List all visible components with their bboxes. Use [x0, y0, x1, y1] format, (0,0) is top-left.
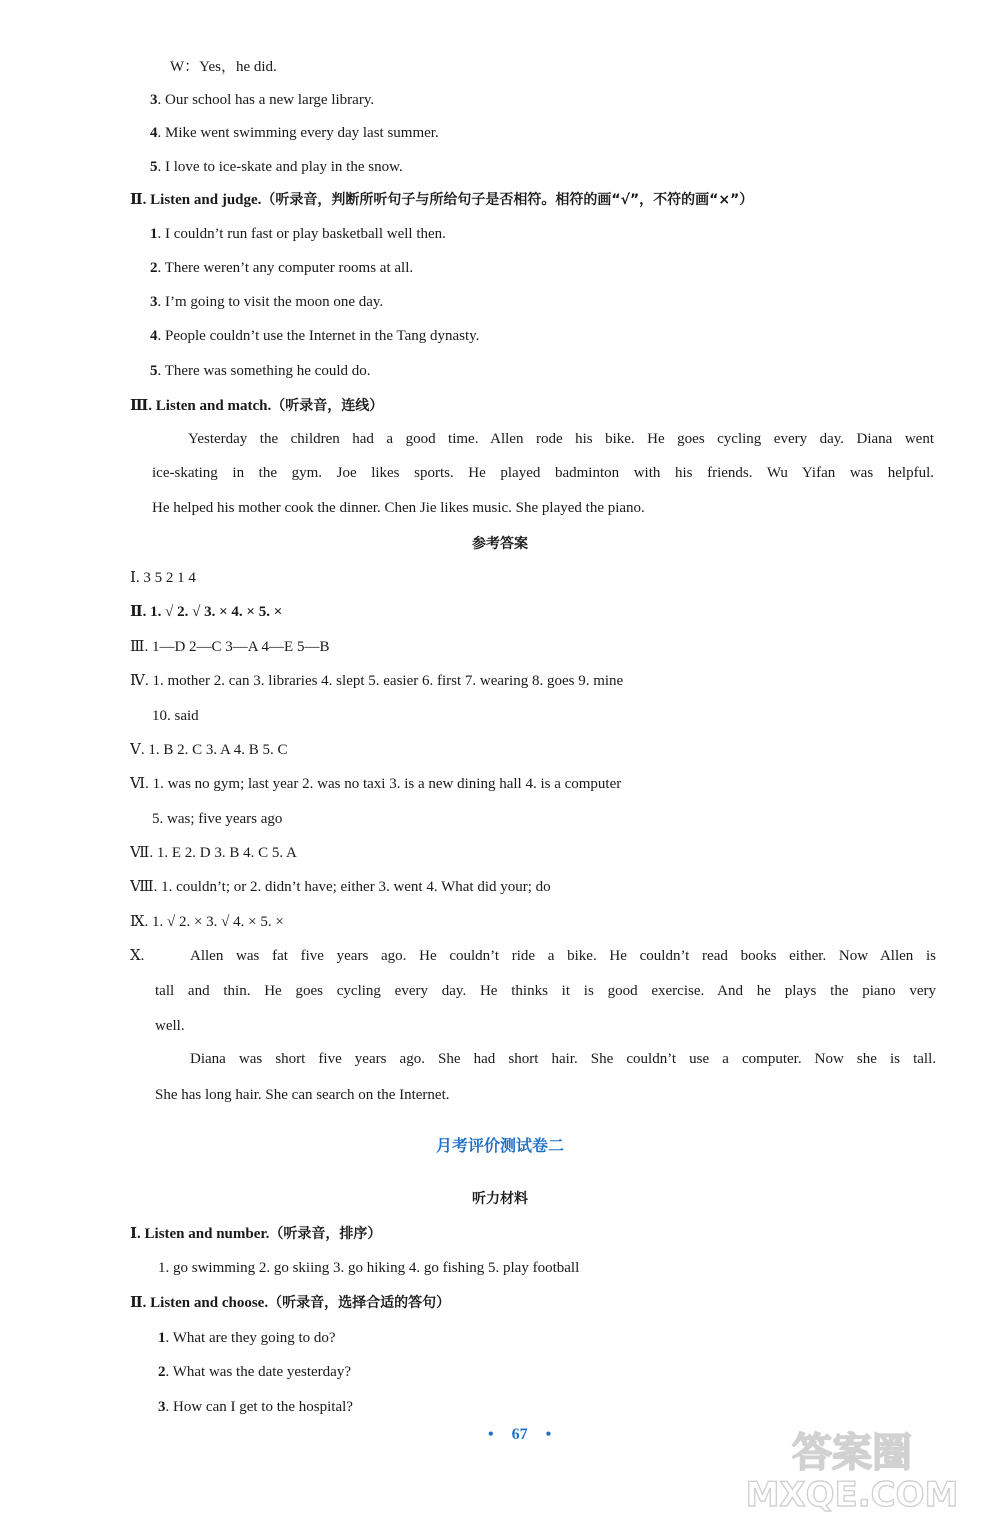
item-number: 4 [150, 125, 158, 141]
paragraph-line: Allen was fat five years ago. He couldn’t ride a bike. He couldn’t read books either. Now Allen is [190, 948, 936, 964]
item-number: 5 [150, 159, 158, 175]
paragraph-line: Diana was short five years ago. She had short hair. She couldn’t use a computer. Now she is tall. [190, 1051, 936, 1067]
answer-row: 10. said [152, 708, 199, 724]
item-text: . What are they going to do? [165, 1330, 336, 1346]
section-heading [130, 1224, 381, 1244]
paragraph-line: tall and thin. He goes cycling every day. He thinks it is good exercise. And he plays the piano very [155, 983, 936, 999]
answer-row: Ⅶ. 1. E 2. D 3. B 4. C 5. A [130, 845, 297, 861]
svg-text:答案圈: 答案圈 [792, 1430, 912, 1476]
paragraph-line: well. [155, 1018, 185, 1034]
paragraph-line: Yesterday the children had a good time. Allen rode his bike. He goes cycling every day. Diana went [188, 431, 934, 447]
heading-instruction: （听录音，判断所听句子与所给句子是否相符。相符的画“√”，不符的画“×”） [261, 192, 754, 208]
item-text: . I love to ice-skate and play in the snow. [157, 159, 403, 175]
heading-text: Ⅰ. Listen and number. [130, 1226, 270, 1242]
paragraph-line: He helped his mother cook the dinner. Chen Jie likes music. She played the piano. [152, 500, 645, 516]
heading-instruction: （听录音，选择合适的答句） [268, 1295, 451, 1311]
item-number: 3 [158, 1399, 166, 1415]
answer-row: Ⅱ. 1. √ 2. √ 3. × 4. × 5. × [130, 604, 283, 620]
answer-row: 5. was; five years ago [152, 811, 283, 827]
answer-row: Ⅸ. 1. √ 2. × 3. √ 4. × 5. × [130, 914, 284, 930]
list-item [150, 292, 383, 312]
item-text: . Mike went swimming every day last summer. [157, 125, 439, 141]
test-title: 月考评价测试卷二 [435, 1136, 564, 1155]
item-number: 3 [150, 294, 158, 310]
list-item [158, 1328, 336, 1348]
list-item [150, 258, 413, 278]
section-heading [130, 396, 383, 416]
heading-instruction: （听录音，排序） [269, 1226, 382, 1242]
section-heading [130, 190, 753, 210]
item-text: . Our school has a new large library. [157, 92, 375, 108]
bullet-right: • [545, 1426, 552, 1443]
list-item [150, 361, 371, 381]
item-text: . There weren’t any computer rooms at all. [157, 260, 414, 276]
item-text: . People couldn’t use the Internet in the Tang dynasty. [157, 328, 480, 344]
list-item [158, 1362, 351, 1382]
page-number-value: 67 [511, 1426, 528, 1443]
list-item [150, 123, 439, 143]
list-item [158, 1397, 353, 1417]
list-item [150, 90, 374, 110]
item-number: 3 [150, 92, 158, 108]
answer-row: Ⅲ. 1—D 2—C 3—A 4—E 5—B [130, 639, 330, 655]
answer-row: Ⅷ. 1. couldn’t; or 2. didn’t have; either 3. went 4. What did your; do [130, 879, 551, 895]
item-text: . How can I get to the hospital? [165, 1399, 353, 1415]
watermark-logo [712, 1418, 992, 1513]
list-item: 1. go swimming 2. go skiing 3. go hiking 4. go fishing 5. play football [158, 1260, 580, 1276]
item-number: 5 [150, 363, 158, 379]
answer-label: Ⅹ. [130, 948, 145, 964]
dialog-line: W：Yes，he did. [170, 59, 277, 75]
item-number: 2 [150, 260, 158, 276]
list-item [150, 224, 446, 244]
heading-text: Ⅱ. Listen and choose. [130, 1295, 269, 1311]
item-text: . What was the date yesterday? [165, 1364, 351, 1380]
answer-row: Ⅳ. 1. mother 2. can 3. libraries 4. slept 5. easier 6. first 7. wearing 8. goes 9. mine [130, 673, 624, 689]
answer-key-title: 参考答案 [472, 536, 528, 552]
bullet-left: • [488, 1426, 494, 1443]
item-number: 1 [150, 226, 158, 242]
page-number [488, 1425, 551, 1445]
list-item [150, 326, 479, 346]
paragraph-line: She has long hair. She can search on the Internet. [155, 1087, 450, 1103]
heading-text: Ⅲ. Listen and match. [130, 398, 272, 414]
svg-text:MXQE.COM: MXQE.COM [745, 1475, 959, 1513]
item-number: 4 [150, 328, 158, 344]
item-text: . I couldn’t run fast or play basketball well then. [157, 226, 446, 242]
item-text: . There was something he could do. [157, 363, 371, 379]
section-heading [130, 1293, 450, 1313]
answer-row: Ⅵ. 1. was no gym; last year 2. was no taxi 3. is a new dining hall 4. is a computer [130, 776, 622, 792]
heading-text: Ⅱ. Listen and judge. [130, 192, 262, 208]
paragraph-line: ice-skating in the gym. Joe likes sports. He played badminton with his friends. Wu Yifan was helpful. [152, 465, 934, 481]
answer-row: Ⅰ. 3 5 2 1 4 [130, 570, 196, 586]
answer-row: Ⅴ. 1. B 2. C 3. A 4. B 5. C [130, 742, 288, 758]
item-number: 2 [158, 1364, 166, 1380]
list-item [150, 157, 403, 177]
listening-material-title: 听力材料 [472, 1191, 528, 1207]
item-text: . I’m going to visit the moon one day. [157, 294, 384, 310]
heading-instruction: （听录音，连线） [271, 398, 384, 414]
item-number: 1 [158, 1330, 166, 1346]
